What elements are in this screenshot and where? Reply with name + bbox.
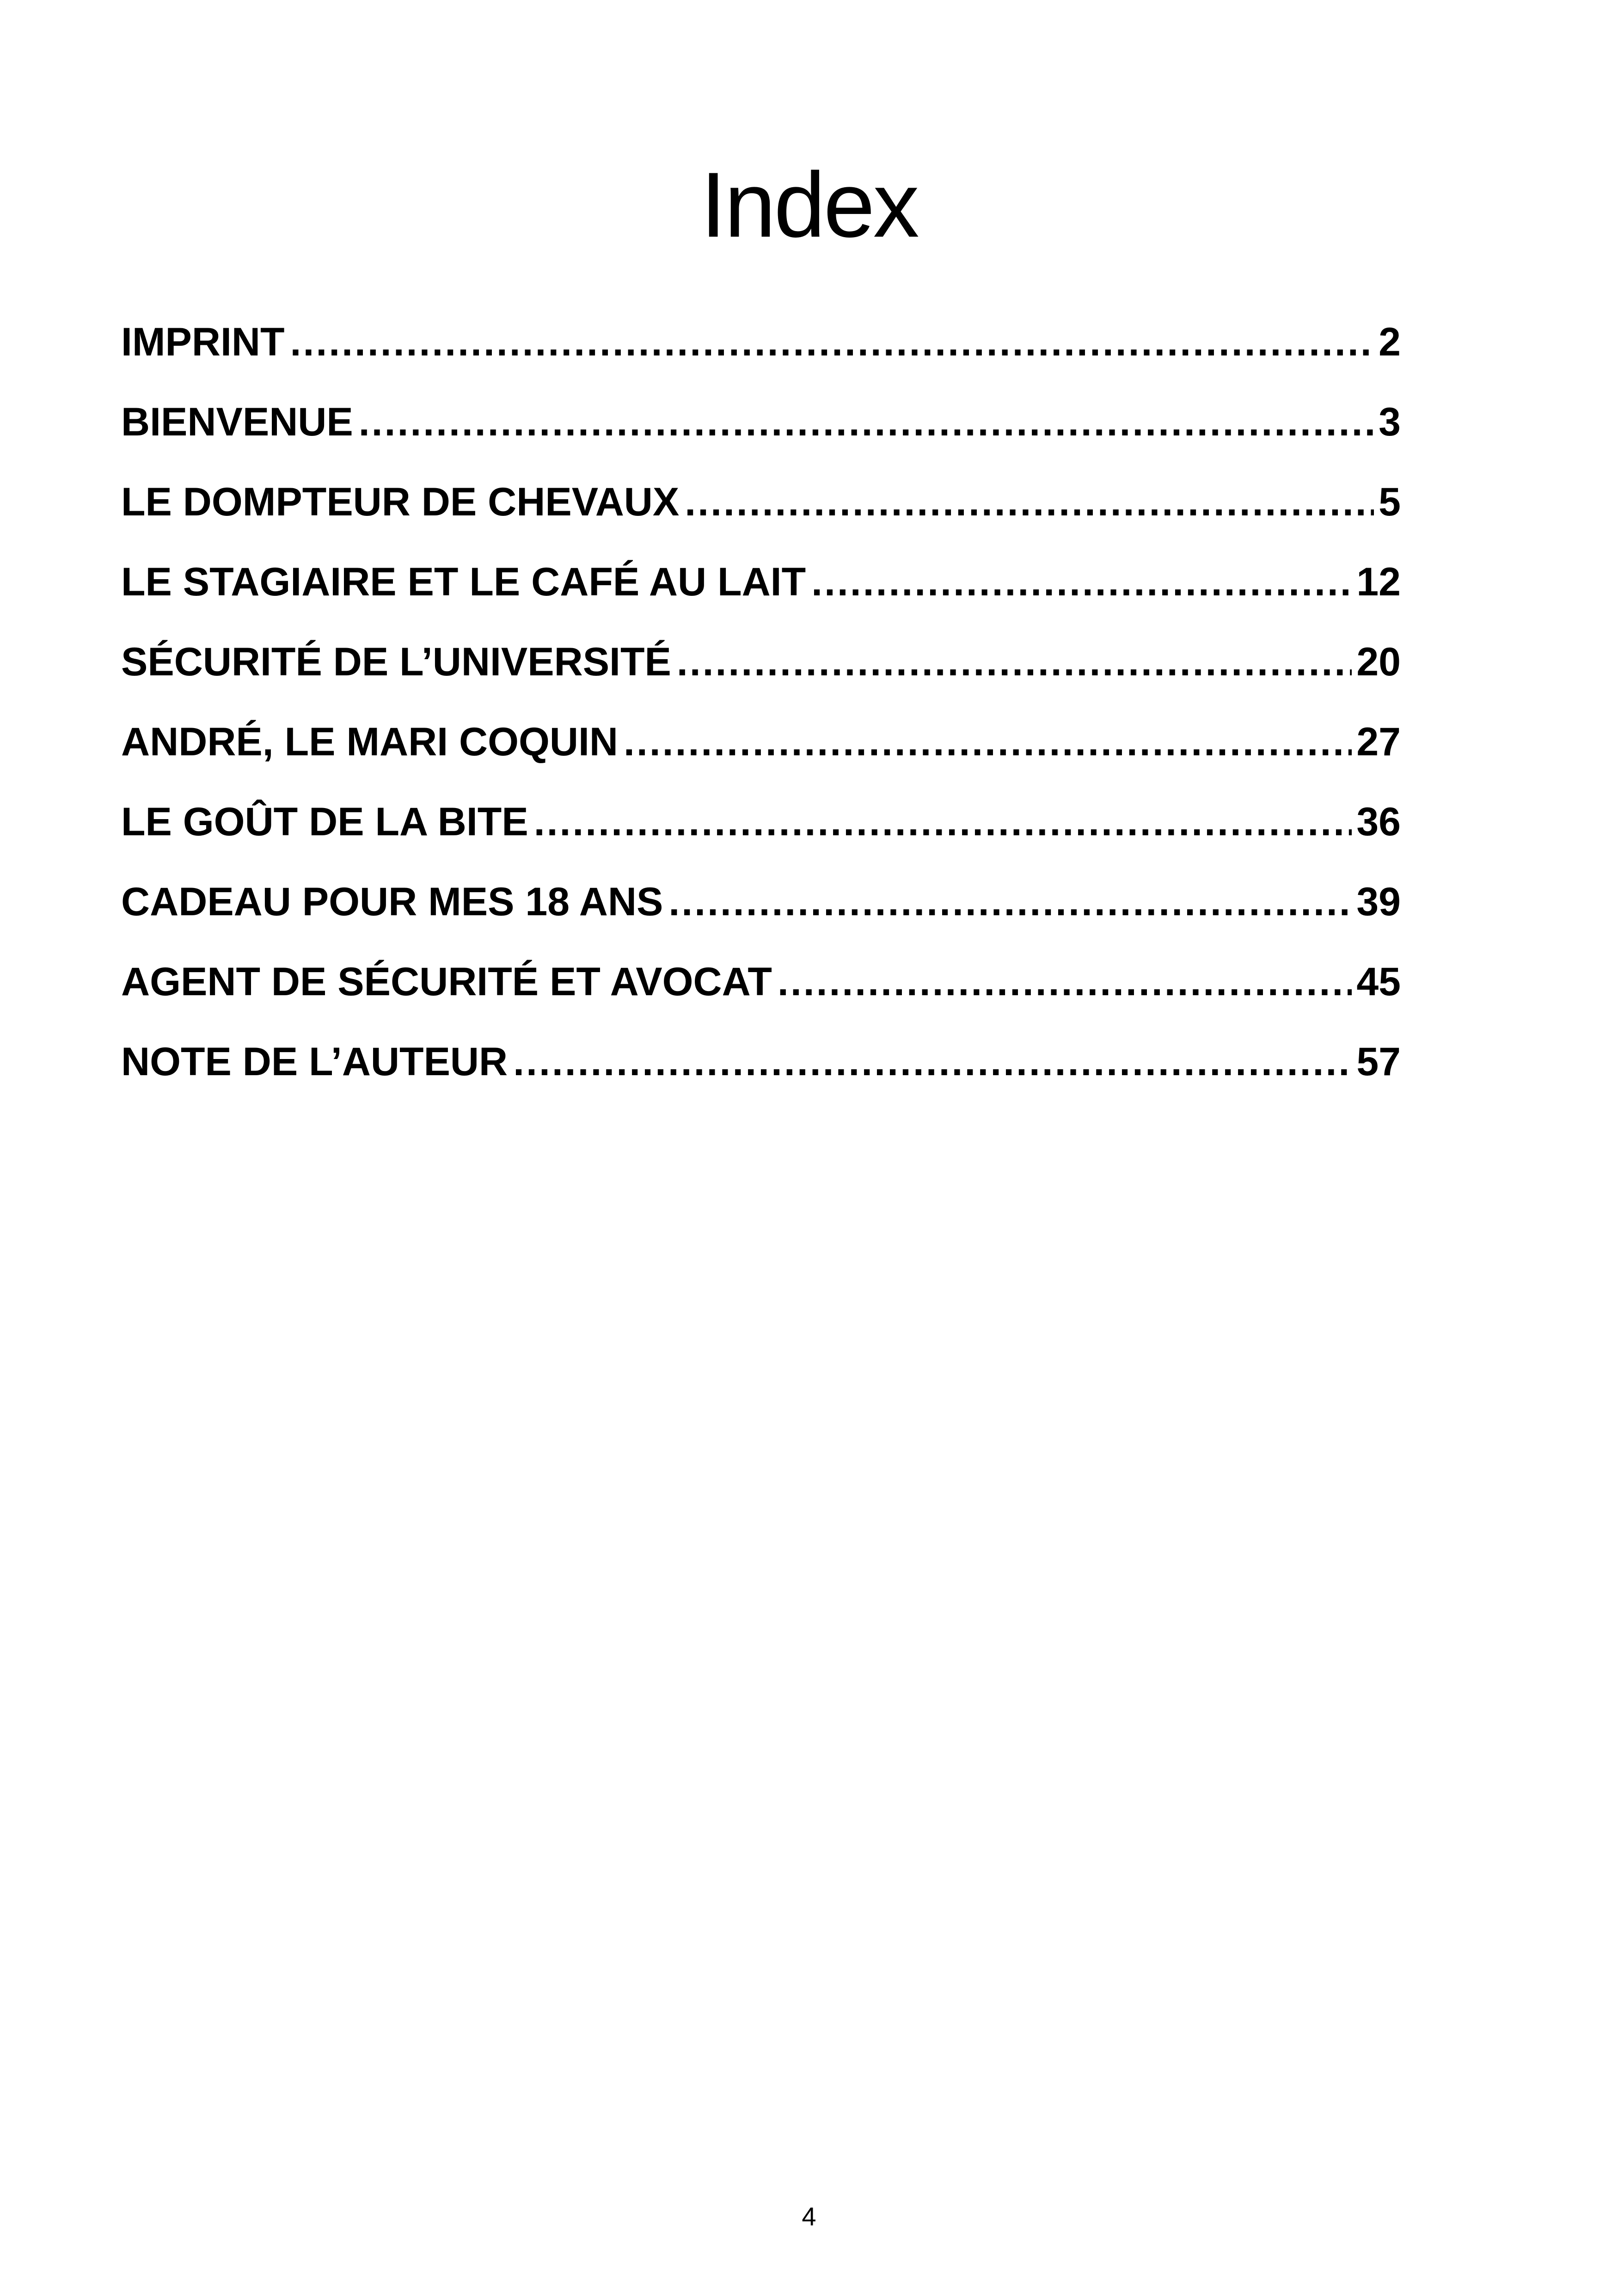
toc-entry-page: 5 bbox=[1379, 480, 1401, 524]
toc-entry[interactable] bbox=[121, 394, 1401, 474]
toc-entry-title: AGENT DE SÉCURITÉ ET AVOCAT bbox=[121, 960, 772, 1004]
toc-entry-title: NOTE DE L’AUTEUR bbox=[121, 1040, 508, 1084]
toc-entry-title: ANDRÉ, LE MARI COQUIN bbox=[121, 720, 618, 764]
toc-entry-page: 39 bbox=[1356, 880, 1401, 924]
table-of-contents bbox=[121, 314, 1401, 1114]
dot-leader bbox=[668, 874, 1352, 930]
toc-entry-page: 2 bbox=[1379, 320, 1401, 364]
toc-entry-title: LE STAGIAIRE ET LE CAFÉ AU LAIT bbox=[121, 560, 806, 604]
toc-entry[interactable] bbox=[121, 954, 1401, 1034]
dot-leader bbox=[534, 794, 1352, 850]
toc-entry-page: 36 bbox=[1356, 800, 1401, 844]
page-title: Index bbox=[700, 153, 918, 257]
toc-entry[interactable] bbox=[121, 474, 1401, 554]
toc-entry[interactable] bbox=[121, 714, 1401, 794]
toc-entry-page: 45 bbox=[1356, 960, 1401, 1004]
toc-entry-title: SÉCURITÉ DE L’UNIVERSITÉ bbox=[121, 640, 671, 684]
toc-entry[interactable] bbox=[121, 634, 1401, 714]
toc-entry-title: IMPRINT bbox=[121, 320, 285, 364]
dot-leader bbox=[677, 634, 1352, 690]
toc-entry-title: LE DOMPTEUR DE CHEVAUX bbox=[121, 480, 680, 524]
dot-leader bbox=[290, 314, 1374, 370]
toc-entry-page: 3 bbox=[1379, 400, 1401, 444]
toc-entry-page: 20 bbox=[1356, 640, 1401, 684]
dot-leader bbox=[359, 394, 1374, 450]
dot-leader bbox=[513, 1034, 1352, 1090]
toc-entry[interactable] bbox=[121, 794, 1401, 874]
toc-entry-title: BIENVENUE bbox=[121, 400, 353, 444]
toc-entry[interactable] bbox=[121, 874, 1401, 954]
toc-entry-page: 57 bbox=[1356, 1040, 1401, 1084]
toc-entry[interactable] bbox=[121, 1034, 1401, 1114]
dot-leader bbox=[624, 714, 1352, 770]
page-number: 4 bbox=[802, 2202, 816, 2231]
toc-entry[interactable] bbox=[121, 554, 1401, 634]
toc-entry-title: LE GOÛT DE LA BITE bbox=[121, 800, 528, 844]
toc-entry-page: 27 bbox=[1356, 720, 1401, 764]
dot-leader bbox=[685, 474, 1374, 530]
toc-entry[interactable] bbox=[121, 314, 1401, 394]
toc-entry-page: 12 bbox=[1356, 560, 1401, 604]
toc-entry-title: CADEAU POUR MES 18 ANS bbox=[121, 880, 663, 924]
dot-leader bbox=[811, 554, 1352, 610]
dot-leader bbox=[778, 954, 1352, 1010]
